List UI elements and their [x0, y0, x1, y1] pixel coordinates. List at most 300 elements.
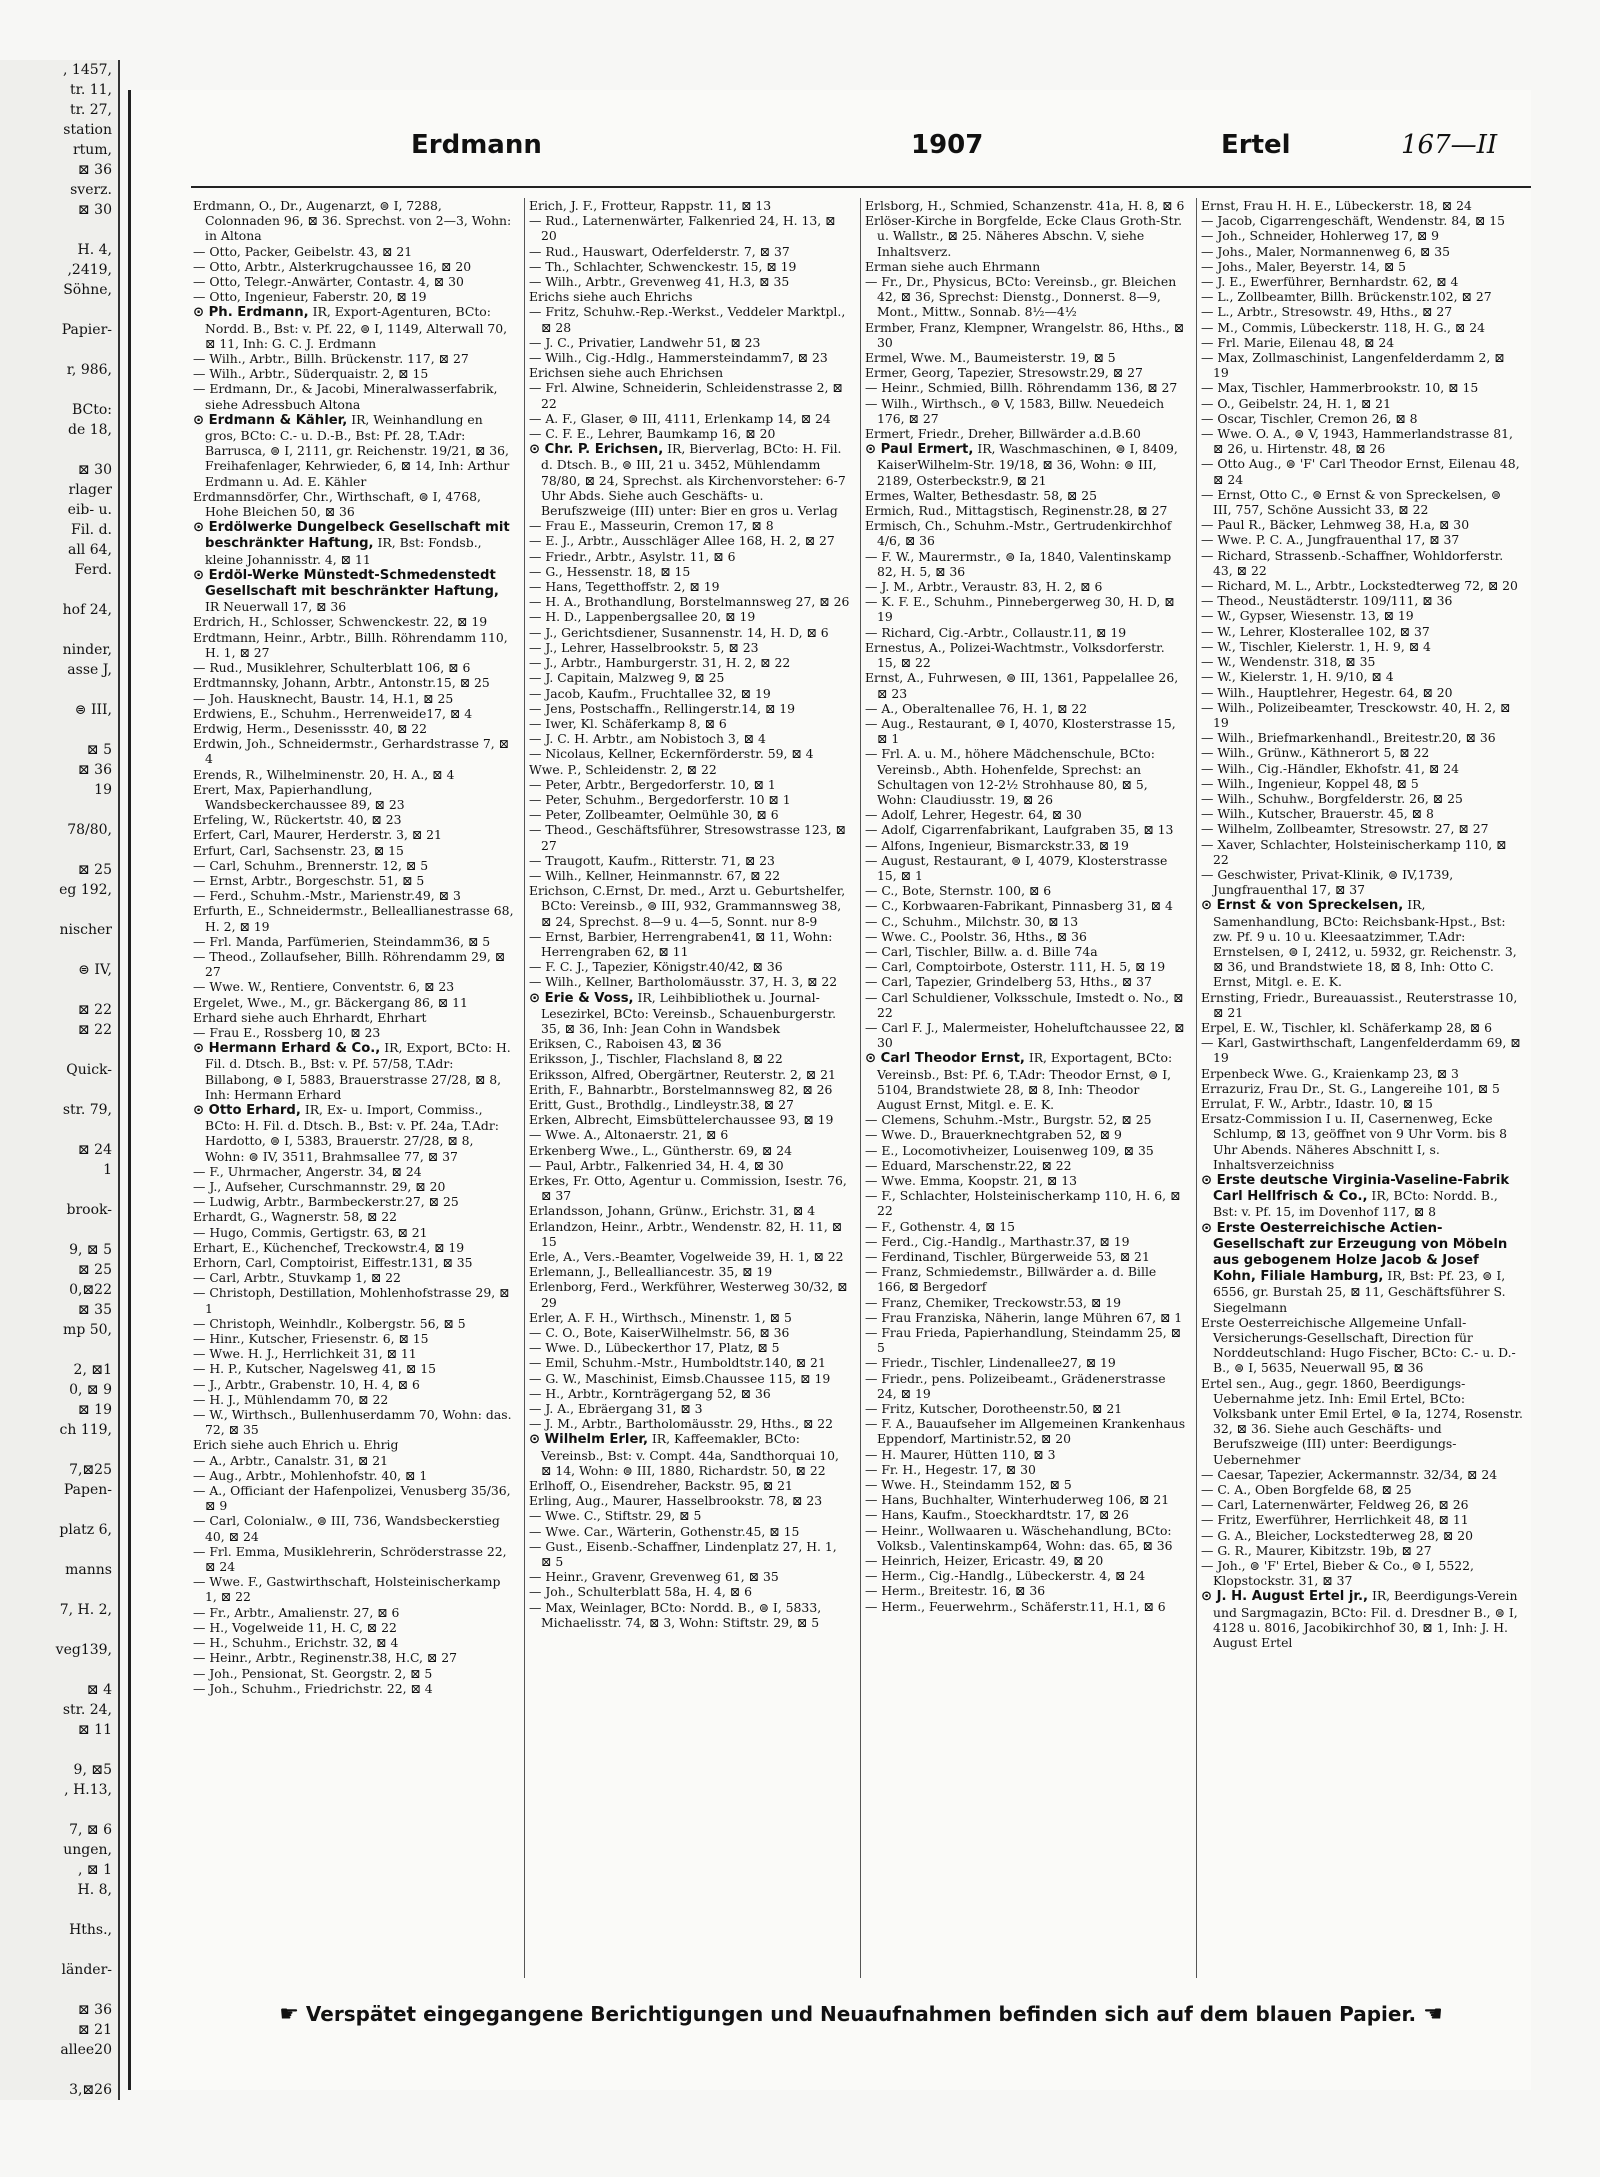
pointing-hand-icon: ☚ [1423, 2002, 1443, 2027]
directory-entry: Erdmann, O., Dr., Augenarzt, ⊜ I, 7288, Colonnaden 96, ⊠ 36. Sprechst. von 2—3, Wohn: in Altona [193, 198, 512, 244]
previous-page-fragment: Söhne, [63, 282, 112, 298]
header-year: 1907 [911, 130, 984, 160]
previous-page-fragment: tr. 27, [70, 102, 112, 118]
directory-entry: — Heinr., Arbtr., Reginenstr.38, H.C, ⊠ 27 [193, 1650, 458, 1666]
directory-entry: — Fritz, Ewerführer, Herrlichkeit 48, ⊠ 11 [1201, 1512, 1469, 1528]
directory-entry: Ermert, Friedr., Dreher, Billwärder a.d.B.60 [865, 426, 1141, 442]
previous-page-fragment: ⊠ 21 [78, 2022, 112, 2038]
directory-entry: Ermich, Rud., Mittagstisch, Reginenstr.28, ⊠ 27 [865, 503, 1168, 519]
directory-entry: — J., Gerichtsdiener, Susannenstr. 14, H. D, ⊠ 6 [529, 624, 829, 640]
directory-entry: Erken, Albrecht, Eimsbüttelerchaussee 93, ⊠ 19 [529, 1112, 834, 1128]
previous-page-fragment: tr. 11, [70, 82, 112, 98]
previous-page-fragment [0, 1440, 118, 1460]
directory-entry: Ernst, Frau H. H. E., Lübeckerstr. 18, ⊠ 24 [1201, 198, 1472, 213]
directory-entry: — Th., Schlachter, Schwenckestr. 15, ⊠ 19 [529, 258, 797, 274]
previous-page-fragment: Quick- [66, 1062, 112, 1078]
directory-entry: — E. J., Arbtr., Ausschläger Allee 168, H. 2, ⊠ 27 [529, 533, 835, 549]
directory-entry: — Wwe. Emma, Koopstr. 21, ⊠ 13 [865, 1173, 1077, 1188]
directory-entry: — Richard, Strassenb.-Schaffner, Wohldorferstr. 43, ⊠ 22 [1201, 547, 1504, 578]
firm-name: ⊙ Erste Oesterreichische Actien-Gesellschaft zur Erzeugung von Möbeln aus gebogenem Holze Jacob & Josef Kohn, Filiale Hamburg, [1201, 1220, 1508, 1285]
directory-entry: — Wwe. F., Gastwirthschaft, Holsteinischerkamp 1, ⊠ 22 [193, 1574, 501, 1605]
previous-page-fragment: ⊠ 35 [78, 1302, 112, 1318]
previous-page-fragment: brook- [66, 1202, 112, 1218]
directory-entry: Erlsborg, H., Schmied, Schanzenstr. 41a, H. 8, ⊠ 6 [865, 198, 1185, 213]
previous-page-fragment: 19 [94, 782, 112, 798]
directory-entry: — Wilhelm, Zollbeamter, Stresowstr. 27, ⊠ 27 [1201, 821, 1489, 837]
directory-entry: — Otto, Arbtr., Alsterkrugchaussee 16, ⊠ 20 [193, 258, 472, 274]
directory-entry: Erert, Max, Papierhandlung, Wandsbeckerchaussee 89, ⊠ 23 [193, 781, 405, 812]
directory-entry: — Joh., Schuhm., Friedrichstr. 22, ⊠ 4 [193, 1680, 433, 1696]
directory-entry: Erdwiens, E., Schuhm., Herrenweide17, ⊠ 4 [193, 705, 473, 721]
directory-entry: Ermer, Georg, Tapezier, Stresowstr.29, ⊠ 27 [865, 365, 1143, 381]
directory-entry: — Wilh., Cig.-Hdlg., Hammersteindamm7, ⊠ 23 [529, 350, 828, 366]
directory-entry: Erdmannsdörfer, Chr., Wirthschaft, ⊜ I, 4768, Hohe Bleichen 50, ⊠ 36 [193, 488, 481, 520]
directory-entry: — W., Tischler, Kielerstr. 1, H. 9, ⊠ 4 [1201, 638, 1431, 654]
directory-entry: — Wilh., Kellner, Bartholomäusstr. 37, H. 3, ⊠ 22 [529, 974, 838, 990]
directory-entry: Erpenbeck Wwe. G., Kraienkamp 23, ⊠ 3 [1201, 1065, 1459, 1081]
previous-page-fragment: 1 [103, 1162, 112, 1178]
directory-entry: — M., Commis, Lübeckerstr. 118, H. G., ⊠ 24 [1201, 319, 1485, 335]
directory-entry: — Jacob, Cigarrengeschäft, Wendenstr. 84, ⊠ 15 [1201, 213, 1505, 229]
directory-entry: — J. M., Arbtr., Bartholomäusstr. 29, Hths., ⊠ 22 [529, 1416, 834, 1432]
header-right-keyword: Ertel [1221, 130, 1291, 160]
previous-page-fragment: all 64, [67, 542, 112, 558]
directory-entry: — Nicolaus, Kellner, Eckernförderstr. 59, ⊠ 4 [529, 746, 814, 762]
directory-entry: — Clemens, Schuhm.-Mstr., Burgstr. 52, ⊠ 25 [865, 1112, 1152, 1128]
previous-page-fragment [0, 720, 118, 740]
directory-entry: Wwe. P., Schleidenstr. 2, ⊠ 22 [529, 761, 717, 777]
previous-page-fragment [0, 440, 118, 460]
directory-entry: — J., Arbtr., Grabenstr. 10, H. 4, ⊠ 6 [193, 1376, 420, 1392]
firm-name: ⊙ Paul Ermert, [865, 442, 974, 458]
directory-entry: — Theod., Zollaufseher, Billh. Röhrendamm 29, ⊠ 27 [193, 948, 506, 980]
directory-entry: Erdrich, H., Schlosser, Schwenckestr. 22, ⊠ 19 [193, 614, 488, 630]
directory-entry: Erling, Aug., Maurer, Hasselbrookstr. 78, ⊠ 23 [529, 1493, 823, 1509]
directory-entry: — G. A., Bleicher, Lockstedterweg 28, ⊠ 20 [1201, 1527, 1473, 1543]
previous-page-fragment: H. 8, [77, 1882, 112, 1898]
previous-page-fragment: nischer [59, 922, 112, 938]
directory-entry: — W., Lehrer, Klosterallee 102, ⊠ 37 [1201, 623, 1430, 639]
directory-entry: — Wilh., Arbtr., Süderquaistr. 2, ⊠ 15 [193, 366, 429, 382]
directory-entry: — Otto, Telegr.-Anwärter, Contastr. 4, ⊠ 30 [193, 274, 464, 290]
directory-entry: — Richard, Cig.-Arbtr., Collaustr.11, ⊠ 19 [865, 624, 1127, 640]
directory-entry: — Frau E., Rossberg 10, ⊠ 23 [193, 1024, 381, 1040]
directory-entry: — G. R., Maurer, Kibitzstr. 19b, ⊠ 27 [1201, 1542, 1432, 1558]
directory-entry: Erkes, Fr. Otto, Agentur u. Commission, Isestr. 76, ⊠ 37 [529, 1173, 847, 1204]
directory-entry: — Herm., Breitestr. 16, ⊠ 36 [865, 1583, 1046, 1599]
directory-entry: — Franz, Schmiedemstr., Billwärder a. d. Bille 166, ⊠ Bergedorf [865, 1264, 1157, 1295]
directory-entry: — Caesar, Tapezier, Ackermannstr. 32/34, ⊠ 24 [1201, 1466, 1498, 1482]
directory-entry: — A. F., Glaser, ⊜ III, 4111, Erlenkamp 14, ⊠ 24 [529, 410, 831, 426]
directory-entry: Erlhoff, O., Eisendreher, Backstr. 95, ⊠ 21 [529, 1478, 793, 1494]
directory-entry: Erlandzon, Heinr., Arbtr., Wendenstr. 82, H. 11, ⊠ 15 [529, 1218, 843, 1249]
directory-entry: — Carl Schuldiener, Volksschule, Imstedt o. No., ⊠ 22 [865, 989, 1184, 1020]
directory-entry: — Wwe. H. J., Herrlichkeit 31, ⊠ 11 [193, 1346, 417, 1362]
directory-entry: ⊙ Wilhelm Erler, IR, Kaffeemakler, BCto: Vereinsb., Bst: v. Compt. 44a, Sandthorquai 10, ⊠ 14, Wohn: ⊜ III, 1880, Richardstr. 50, ⊠ 22 [529, 1431, 839, 1478]
previous-page-fragment: 7, ⊠ 6 [69, 1822, 112, 1838]
directory-entry: Erich, J. F., Frotteur, Rappstr. 11, ⊠ 13 [529, 198, 772, 213]
directory-entry: — Heinr., Wollwaaren u. Wäschehandlung, BCto: Volksb., Valentinskamp64, Wohn: das. 65, ⊠ 36 [865, 1522, 1173, 1553]
previous-page-fragment [0, 900, 118, 920]
directory-entry: — Fritz, Kutscher, Dorotheenstr.50, ⊠ 21 [865, 1401, 1123, 1417]
directory-entry: — Wilh., Cig.-Händler, Ekhofstr. 41, ⊠ 24 [1201, 760, 1459, 776]
directory-entry: — Wwe. D., Lübeckerthor 17, Platz, ⊠ 5 [529, 1340, 780, 1356]
previous-page-fragment: ⊠ 30 [78, 462, 112, 478]
previous-page-fragment [0, 1220, 118, 1240]
directory-entry: — Adolf, Cigarrenfabrikant, Laufgraben 35, ⊠ 13 [865, 822, 1174, 838]
directory-entry: — Wilh., Briefmarkenhandl., Breitestr.20, ⊠ 36 [1201, 730, 1496, 746]
previous-page-fragment: ⊠ 4 [86, 1682, 112, 1698]
column-divider [860, 198, 861, 1978]
previous-page-fragment: de 18, [68, 422, 112, 438]
directory-entry: — Oscar, Tischler, Cremon 26, ⊠ 8 [1201, 410, 1418, 426]
firm-name: ⊙ Erste deutsche Virginia-Vaseline-Fabrik Carl Hellfrisch & Co., [1201, 1173, 1510, 1205]
directory-entry: — J. A., Ebräergang 31, ⊠ 3 [529, 1401, 703, 1417]
firm-name: ⊙ Chr. P. Erichsen, [529, 442, 664, 458]
previous-page-fragment [0, 980, 118, 1000]
directory-entry: Erdwig, Herm., Desenissstr. 40, ⊠ 22 [193, 720, 428, 736]
directory-entry: — F. C. J., Tapezier, Königstr.40/42, ⊠ 36 [529, 959, 783, 975]
directory-entry: — Emil, Schuhm.-Mstr., Humboldtstr.140, ⊠ 21 [529, 1355, 826, 1371]
directory-entry: Ertel sen., Aug., gegr. 1860, Beerdigungs-Uebernahme jetz. Inh: Emil Ertel, BCto: Volksbank unter Emil Ertel, ⊜ Ia, 1274, Rosenstr. 32, ⊠ 36. Siehe auch Geschäfts- und Berufszweige (III) unter: Beerdigungs-Uebernehmer [1201, 1375, 1523, 1467]
directory-entry: — Joh., Pensionat, St. Georgstr. 2, ⊠ 5 [193, 1665, 433, 1681]
directory-entry: Erichsen siehe auch Ehrichsen [529, 365, 724, 381]
directory-entry: — Wwe. H., Steindamm 152, ⊠ 5 [865, 1477, 1072, 1493]
directory-entry: — Herm., Feuerwehrm., Schäferstr.11, H.1, ⊠ 6 [865, 1598, 1166, 1614]
header-left-keyword: Erdmann [411, 130, 542, 160]
directory-entry: — Otto Aug., ⊜ 'F' Carl Theodor Ernst, Eilenau 48, ⊠ 24 [1201, 456, 1520, 487]
previous-page-fragment: str. 79, [62, 1102, 112, 1118]
directory-entry: — L., Arbtr., Stresowstr. 49, Hths., ⊠ 27 [1201, 304, 1453, 320]
previous-page-fragment: 0, ⊠ 9 [69, 1382, 112, 1398]
previous-page-fragment [0, 380, 118, 400]
directory-entry: — Wwe. O. A., ⊜ V, 1943, Hammerlandstrasse 81, ⊠ 26, u. Hirtenstr. 48, ⊠ 26 [1201, 426, 1513, 457]
firm-name: ⊙ Erdöl-Werke Münstedt-Schmedenstedt Gesellschaft mit beschränkter Haftung, [193, 567, 499, 600]
directory-entry: Errulat, F. W., Arbtr., Idastr. 10, ⊠ 15 [1201, 1095, 1433, 1111]
directory-entry: Erdtmann, Heinr., Arbtr., Billh. Röhrendamm 110, H. 1, ⊠ 27 [193, 629, 508, 660]
directory-entry: — Hugo, Commis, Gertigstr. 63, ⊠ 21 [193, 1224, 428, 1240]
previous-page-fragment: r, 986, [66, 362, 112, 378]
previous-page-fragment: hof 24, [62, 602, 112, 618]
previous-page-fragment [0, 680, 118, 700]
previous-page-fragment: ⊠ 24 [78, 1142, 112, 1158]
directory-entry: — Wilh., Kellner, Heinmannstr. 67, ⊠ 22 [529, 867, 781, 883]
previous-page-fragment: ⊠ 25 [78, 1262, 112, 1278]
directory-entry: — Ferd., Cig.-Handlg., Marthastr.37, ⊠ 19 [865, 1233, 1130, 1249]
directory-entry: ⊙ Paul Ermert, IR, Waschmaschinen, ⊜ I, 8409, KaiserWilhelm-Str. 19/18, ⊠ 36, Wohn: ⊜ III, 2189, Osterbeckstr.9, ⊠ 21 [865, 441, 1178, 488]
directory-entry: — Carl, Schuhm., Brennerstr. 12, ⊠ 5 [193, 857, 429, 873]
previous-page-fragment: veg139, [55, 1642, 112, 1658]
previous-page-fragment: , H.13, [64, 1782, 112, 1798]
directory-entry: Erhorn, Carl, Comptoirist, Eiffestr.131, ⊠ 35 [193, 1255, 473, 1271]
previous-page-fragment [0, 1040, 118, 1060]
directory-entry: — Theod., Geschäftsführer, Stresowstrasse 123, ⊠ 27 [529, 822, 846, 853]
previous-page-fragment [0, 1800, 118, 1820]
previous-page-fragment: Fil. d. [71, 522, 112, 538]
directory-entry: — Jens, Postschaffn., Rellingerstr.14, ⊠ 19 [529, 700, 796, 716]
directory-entry: — Herm., Cig.-Handlg., Lübeckerstr. 4, ⊠ 24 [865, 1568, 1146, 1584]
directory-entry: — H. D., Lappenbergsallee 20, ⊠ 19 [529, 609, 756, 625]
directory-entry: ⊙ Erste Oesterreichische Actien-Gesellschaft zur Erzeugung von Möbeln aus gebogenem Holze Jacob & Josef Kohn, Filiale Hamburg, IR, Bst: Pf. 23, ⊜ I, 6556, gr. Burstah 25, ⊠ 11, Geschäftsführer S. Siegelmann [1201, 1220, 1508, 1315]
directory-entry: — Peter, Arbtr., Bergedorferstr. 10, ⊠ 1 [529, 776, 776, 792]
previous-page-fragment: Papen- [63, 1482, 112, 1498]
previous-page-fragment: ⊠ 19 [78, 1402, 112, 1418]
directory-entry: — Carl, Tischler, Billw. a. d. Bille 74a [865, 943, 1098, 959]
firm-name: ⊙ J. H. August Ertel jr., [1201, 1589, 1368, 1605]
firm-name: ⊙ Carl Theodor Ernst, [865, 1051, 1025, 1067]
directory-entry: — Frau Franziska, Näherin, lange Mühren 67, ⊠ 1 [865, 1309, 1183, 1325]
directory-entry: Erlandsson, Johann, Grünw., Erichstr. 31, ⊠ 4 [529, 1203, 816, 1219]
directory-entry: — F., Gothenstr. 4, ⊠ 15 [865, 1218, 1016, 1234]
directory-entry: ⊙ Erdölwerke Dungelbeck Gesellschaft mit beschränkter Haftung, IR, Bst: Fondsb., kleine Johannisstr. 4, ⊠ 11 [193, 520, 510, 567]
previous-page-fragment [0, 940, 118, 960]
previous-page-fragment: platz 6, [59, 1522, 112, 1538]
directory-entry: — J., Lehrer, Hasselbrookstr. 5, ⊠ 23 [529, 639, 759, 655]
previous-page-fragment: ⊠ 36 [78, 762, 112, 778]
directory-entry: — L., Zollbeamter, Billh. Brückenstr.102, ⊠ 27 [1201, 289, 1492, 305]
directory-entry: — W., Wendenstr. 318, ⊠ 35 [1201, 654, 1376, 670]
directory-entry: Eriksson, Alfred, Obergärtner, Reuterstr. 2, ⊠ 21 [529, 1066, 836, 1082]
directory-entry: — Max, Zollmaschinist, Langenfelderdamm 2, ⊠ 19 [1201, 350, 1505, 381]
directory-entry: Ersatz-Commission I u. II, Casernenweg, Ecke Schlump, ⊠ 13, geöffnet von 9 Uhr Vorm. bis 8 Uhr Abends. Näheres Abschnitt I, s. Inhaltsverzeichniss [1201, 1111, 1508, 1172]
directory-entry: — Frau Frieda, Papierhandlung, Steindamm 25, ⊠ 5 [865, 1325, 1182, 1356]
directory-page [128, 90, 1531, 2090]
directory-entry: Eriksen, C., Raboisen 43, ⊠ 36 [529, 1036, 722, 1052]
directory-entry: — Fritz, Schuhw.-Rep.-Werkst., Veddeler Marktpl., ⊠ 28 [529, 304, 846, 335]
directory-entry: — Paul, Arbtr., Falkenried 34, H. 4, ⊠ 30 [529, 1157, 784, 1173]
directory-entry: — Friedr., Arbtr., Asylstr. 11, ⊠ 6 [529, 548, 736, 564]
previous-page-fragment [0, 1620, 118, 1640]
directory-entry: — Xaver, Schlachter, Holsteinischerkamp 110, ⊠ 22 [1201, 836, 1507, 867]
directory-entry: Ermisch, Ch., Schuhm.-Mstr., Gertrudenkirchhof 4/6, ⊠ 36 [865, 518, 1172, 549]
column-divider [1196, 198, 1197, 1978]
directory-entry: — H., Arbtr., Kornträgergang 52, ⊠ 36 [529, 1385, 771, 1401]
directory-entry: — Carl, Arbtr., Stuvkamp 1, ⊠ 22 [193, 1270, 401, 1286]
previous-page-fragment: 2, ⊠1 [73, 1362, 112, 1378]
directory-entry: — Franz, Chemiker, Treckowstr.53, ⊠ 19 [865, 1294, 1122, 1310]
directory-entry: — W., Wirthsch., Bullenhuserdamm 70, Wohn: das. 72, ⊠ 35 [193, 1407, 512, 1438]
directory-entry: — W., Gypser, Wiesenstr. 13, ⊠ 19 [1201, 608, 1414, 624]
directory-entry: — Wwe. P. C. A., Jungfrauenthal 17, ⊠ 37 [1201, 532, 1460, 548]
previous-page-fragment [0, 1120, 118, 1140]
directory-entry: — Max, Weinlager, BCto: Nordd. B., ⊜ I, 5833, Michaelisstr. 74, ⊠ 3, Wohn: Stiftstr. 29, ⊠ 5 [529, 1599, 822, 1630]
directory-entry: — Frau E., Masseurin, Cremon 17, ⊠ 8 [529, 518, 774, 534]
previous-page-fragment: BCto: [71, 402, 112, 418]
directory-entry: — F. W., Maurermstr., ⊜ Ia, 1840, Valentinskamp 82, H. 5, ⊠ 36 [865, 548, 1172, 579]
directory-entry: — Max, Tischler, Hammerbrookstr. 10, ⊠ 15 [1201, 380, 1479, 396]
directory-entry: — H. J., Mühlendamm 70, ⊠ 22 [193, 1391, 389, 1407]
directory-entry: — Rud., Laternenwärter, Falkenried 24, H. 13, ⊠ 20 [529, 213, 836, 244]
directory-entry: — Fr., Arbtr., Amalienstr. 27, ⊠ 6 [193, 1604, 400, 1620]
previous-page-fragment: 78/80, [67, 822, 112, 838]
directory-entry: Erlemann, J., Bellealliancestr. 35, ⊠ 19 [529, 1264, 773, 1280]
directory-entry: ⊙ Otto Erhard, IR, Ex- u. Import, Commiss., BCto: H. Fil. d. Dtsch. B., Bst: v. Pf. 24a, T.Adr: Hardotto, ⊜ I, 5383, Brauerstr. 27/28, ⊠ 8, Wohn: ⊜ IV, 3511, Brahmsallee 77, ⊠ 37 [193, 1101, 499, 1164]
column-1 [193, 198, 515, 1978]
directory-entry: — A., Oberaltenallee 76, H. 1, ⊠ 22 [865, 700, 1088, 716]
directory-entry: — H. Maurer, Hütten 110, ⊠ 3 [865, 1446, 1056, 1462]
directory-entry: Erichs siehe auch Ehrichs [529, 289, 693, 305]
page-number: 167—II [1401, 130, 1498, 160]
directory-entry: — Ludwig, Arbtr., Barmbeckerstr.27, ⊠ 25 [193, 1194, 459, 1210]
directory-entry: — Johs., Maler, Normannenweg 6, ⊠ 35 [1201, 243, 1451, 259]
directory-entry: — Heinr., Gravenr, Grevenweg 61, ⊠ 35 [529, 1569, 779, 1585]
directory-entry: — C., Korbwaaren-Fabrikant, Pinnasberg 31, ⊠ 4 [865, 898, 1173, 914]
previous-page-fragment: eg 192, [59, 882, 112, 898]
directory-entry: Erhardt, G., Wagnerstr. 58, ⊠ 22 [193, 1209, 398, 1225]
previous-page-fragment: sverz. [70, 182, 112, 198]
header-rule [191, 186, 1531, 188]
directory-entry: — Erdmann, Dr., & Jacobi, Mineralwasserfabrik, siehe Adressbuch Altona [193, 381, 498, 412]
directory-entry: — F., Schlachter, Holsteinischerkamp 110, H. 6, ⊠ 22 [865, 1188, 1181, 1219]
directory-entry: — Carl F. J., Malermeister, Hoheluftchaussee 22, ⊠ 30 [865, 1019, 1185, 1051]
directory-entry: ⊙ Erste deutsche Virginia-Vaseline-Fabrik Carl Hellfrisch & Co., IR, BCto: Nordd. B., Bst: v. Pf. 15, im Dovenhof 117, ⊠ 8 [1201, 1173, 1510, 1220]
directory-entry: Erends, R., Wilhelminenstr. 20, H. A., ⊠ 4 [193, 766, 455, 782]
previous-page-fragment [0, 1340, 118, 1360]
previous-page-fragment [0, 1180, 118, 1200]
previous-page-fragment: 9, ⊠ 5 [69, 1242, 112, 1258]
directory-entry: — Wilh., Schuhw., Borgfelderstr. 26, ⊠ 25 [1201, 790, 1463, 806]
directory-entry: — Wwe. W., Rentiere, Conventstr. 6, ⊠ 23 [193, 979, 455, 995]
previous-page-fragment: länder- [61, 1962, 112, 1978]
directory-entry: ⊙ Erdöl-Werke Münstedt-Schmedenstedt Gesellschaft mit beschränkter Haftung, IR Neuerwall 17, ⊠ 36 [193, 567, 499, 615]
directory-entry: — J. E., Ewerführer, Bernhardstr. 62, ⊠ 4 [1201, 274, 1459, 290]
directory-entry: — A., Officiant der Hafenpolizei, Venusberg 35/36, ⊠ 9 [193, 1483, 511, 1514]
directory-entry: — E., Locomotivheizer, Louisenweg 109, ⊠ 35 [865, 1142, 1154, 1158]
directory-entry: — Geschwister, Privat-Klinik, ⊜ IV,1739, Jungfrauenthal 17, ⊠ 37 [1201, 866, 1454, 898]
footer-notice [191, 2002, 1531, 2027]
column-divider [524, 198, 525, 1978]
directory-entry: — H., Vogelweide 11, H. C, ⊠ 22 [193, 1619, 397, 1635]
previous-page-edge [0, 60, 120, 2100]
directory-entry: Ermber, Franz, Klempner, Wrangelstr. 86, Hths., ⊠ 30 [865, 319, 1185, 350]
directory-entry: — C., Bote, Sternstr. 100, ⊠ 6 [865, 883, 1052, 899]
directory-entry: — Carl, Comptoirbote, Osterstr. 111, H. 5, ⊠ 19 [865, 959, 1166, 975]
firm-name: ⊙ Ph. Erdmann, [193, 305, 309, 321]
previous-page-fragment [0, 1740, 118, 1760]
directory-entry: — Ferd., Schuhm.-Mstr., Marienstr.49, ⊠ 3 [193, 888, 461, 904]
directory-entry: — Johs., Maler, Beyerstr. 14, ⊠ 5 [1201, 258, 1407, 274]
directory-entry: — Heinr., Schmied, Billh. Röhrendamm 136, ⊠ 27 [865, 380, 1178, 396]
directory-entry: Eritt, Gust., Brothdlg., Lindleystr.38, ⊠ 27 [529, 1096, 794, 1112]
previous-page-fragment [0, 1540, 118, 1560]
directory-entry: — Heinrich, Heizer, Ericastr. 49, ⊠ 20 [865, 1553, 1104, 1569]
directory-entry: Ernst, A., Fuhrwesen, ⊜ III, 1361, Pappelallee 26, ⊠ 23 [865, 670, 1179, 701]
directory-entry: ⊙ Carl Theodor Ernst, IR, Exportagent, BCto: Vereinsb., Bst: Pf. 6, T.Adr: Theodor Ernst, ⊜ I, 5104, Brandstwiete 28, ⊠ 8, Inh: Theodor August Ernst, Mitgl. e. E. K. [865, 1050, 1173, 1112]
directory-entry: — Joh., Schulterblatt 58a, H. 4, ⊠ 6 [529, 1584, 752, 1600]
directory-entry: — Ferdinand, Tischler, Bürgerweide 53, ⊠ 21 [865, 1249, 1150, 1265]
directory-entry: Erfurt, Carl, Sachsenstr. 23, ⊠ 15 [193, 842, 404, 858]
page-header [191, 130, 1531, 180]
previous-page-fragment [0, 340, 118, 360]
directory-entry: — Wilh., Arbtr., Billh. Brückenstr. 117, ⊠ 27 [193, 351, 469, 367]
directory-entry: — Joh., Schneider, Hohlerweg 17, ⊠ 9 [1201, 228, 1440, 244]
firm-name: ⊙ Otto Erhard, [193, 1102, 301, 1118]
previous-page-fragment: ⊠ 30 [78, 202, 112, 218]
directory-entry: Erdwin, Joh., Schneidermstr., Gerhardstrasse 7, ⊠ 4 [193, 736, 510, 767]
previous-page-fragment: ⊠ 25 [78, 862, 112, 878]
directory-entry: — Eduard, Marschenstr.22, ⊠ 22 [865, 1157, 1072, 1173]
directory-entry: — Richard, M. L., Arbtr., Lockstedterweg 72, ⊠ 20 [1201, 578, 1518, 594]
directory-entry: — Joh. Hausknecht, Baustr. 14, H.1, ⊠ 25 [193, 690, 454, 706]
directory-entry: — Wilh., Hauptlehrer, Hegestr. 64, ⊠ 20 [1201, 684, 1453, 700]
directory-entry: — J., Arbtr., Hamburgerstr. 31, H. 2, ⊠ 22 [529, 655, 791, 671]
directory-entry: — Gust., Eisenb.-Schaffner, Lindenplatz 27, H. 1, ⊠ 5 [529, 1538, 837, 1570]
directory-entry: Erler, A. F. H., Wirthsch., Minenstr. 1, ⊠ 5 [529, 1309, 792, 1325]
directory-entry: — Ernst, Barbier, Herrengraben41, ⊠ 11, Wohn: Herrengraben 62, ⊠ 11 [529, 928, 833, 959]
directory-entry: — H. P., Kutscher, Nagelsweg 41, ⊠ 15 [193, 1361, 436, 1377]
previous-page-fragment [0, 300, 118, 320]
previous-page-fragment: Hths., [69, 1922, 112, 1938]
previous-page-fragment: rtum, [72, 142, 112, 158]
previous-page-fragment: ⊠ 36 [78, 162, 112, 178]
directory-entry: — H., Schuhm., Erichstr. 32, ⊠ 4 [193, 1635, 399, 1651]
directory-entry: — J. Capitain, Malzweg 9, ⊠ 25 [529, 670, 725, 686]
directory-entry: Ernestus, A., Polizei-Wachtmstr., Volksdorferstr. 15, ⊠ 22 [865, 639, 1165, 671]
previous-page-fragment: ⊜ IV, [78, 962, 112, 978]
directory-entry: Erlöser-Kirche in Borgfelde, Ecke Claus Groth-Str. u. Wallstr., ⊠ 25. Näheres Abschn. V, siehe Inhaltsverz. [865, 213, 1183, 259]
directory-entry: — J. C. H. Arbtr., am Nobistoch 3, ⊠ 4 [529, 731, 766, 747]
directory-entry: — O., Geibelstr. 24, H. 1, ⊠ 21 [1201, 395, 1391, 411]
previous-page-fragment: ch 119, [59, 1422, 112, 1438]
previous-page-fragment: 7, H. 2, [59, 1602, 112, 1618]
directory-entry: Erfert, Carl, Maurer, Herderstr. 3, ⊠ 21 [193, 827, 442, 843]
directory-entry: — C. A., Oben Borgfelde 68, ⊠ 25 [1201, 1482, 1412, 1498]
directory-entry: — Wwe. C., Stiftstr. 29, ⊠ 5 [529, 1508, 702, 1524]
previous-page-fragment: mp 50, [63, 1322, 112, 1338]
directory-entry: — Jacob, Kaufm., Fruchtallee 32, ⊠ 19 [529, 685, 771, 701]
previous-page-fragment: str. 24, [62, 1702, 112, 1718]
directory-entry: — Rud., Musiklehrer, Schulterblatt 106, ⊠ 6 [193, 660, 471, 676]
directory-entry: Erle, A., Vers.-Beamter, Vogelweide 39, H. 1, ⊠ 22 [529, 1249, 844, 1265]
directory-entry: — Hans, Buchhalter, Winterhuderweg 106, ⊠ 21 [865, 1492, 1170, 1508]
directory-entry: ⊙ Hermann Erhard & Co., IR, Export, BCto: H. Fil. d. Dtsch. B., Bst: v. Pf. 57/58, T.Adr: Billabong, ⊜ I, 5883, Brauerstrasse 27/28, ⊠ 8, Inh: Hermann Erhard [193, 1040, 511, 1102]
directory-entry: — Carl, Colonialw., ⊜ III, 736, Wandsbeckerstieg 40, ⊠ 24 [193, 1513, 500, 1544]
previous-page-fragment: ungen, [63, 1842, 112, 1858]
directory-entry: — Friedr., Tischler, Lindenallee27, ⊠ 19 [865, 1355, 1116, 1371]
directory-entry: — Peter, Schuhm., Bergedorferstr. 10 ⊠ 1 [529, 791, 791, 807]
directory-entry: Errazuriz, Frau Dr., St. G., Langereihe 101, ⊠ 5 [1201, 1080, 1500, 1096]
previous-page-fragment: ninder, [62, 642, 112, 658]
directory-entry: — J. C., Privatier, Landwehr 51, ⊠ 23 [529, 334, 761, 350]
directory-entry: — Wilh., Polizeibeamter, Tresckowstr. 40, H. 2, ⊠ 19 [1201, 699, 1511, 730]
directory-entry: — Joh., ⊜ 'F' Ertel, Bieber & Co., ⊜ I, 5522, Klopstockstr. 31, ⊠ 37 [1201, 1558, 1474, 1589]
directory-entry: — J. M., Arbtr., Veraustr. 83, H. 2, ⊠ 6 [865, 579, 1103, 595]
directory-entry: — Alfons, Ingenieur, Bismarckstr.33, ⊠ 19 [865, 837, 1129, 853]
previous-page-fragment: eib- u. [67, 502, 112, 518]
directory-entry: Erkenberg Wwe., L., Güntherstr. 69, ⊠ 24 [529, 1142, 792, 1158]
directory-entry: Erdtmannsky, Johann, Arbtr., Antonstr.15, ⊠ 25 [193, 675, 490, 691]
directory-entry: — A., Arbtr., Canalstr. 31, ⊠ 21 [193, 1452, 388, 1468]
previous-page-fragment: ⊠ 36 [78, 2002, 112, 2018]
directory-entry: — F. A., Bauaufseher im Allgemeinen Krankenhaus Eppendorf, Martinistr.52, ⊠ 20 [865, 1416, 1186, 1447]
firm-name: ⊙ Wilhelm Erler, [529, 1432, 648, 1448]
directory-entry: Ergelet, Wwe., M., gr. Bäckergang 86, ⊠ 11 [193, 994, 468, 1010]
directory-entry: — Wilh., Ingenieur, Koppel 48, ⊠ 5 [1201, 775, 1419, 791]
footer-text: Verspätet eingegangene Berichtigungen und Neuaufnahmen befinden sich auf dem blauen Papier. [305, 2002, 1417, 2026]
directory-entry: — Aug., Restaurant, ⊜ I, 4070, Klosterstrasse 15, ⊠ 1 [865, 715, 1176, 747]
directory-entry: Erlenborg, Ferd., Werkführer, Westerweg 30/32, ⊠ 29 [529, 1279, 848, 1310]
directory-entry: — K. F. E., Schuhm., Pinnebergerweg 30, H. D, ⊠ 19 [865, 594, 1175, 625]
previous-page-fragment [0, 1660, 118, 1680]
previous-page-fragment: Papier- [61, 322, 112, 338]
previous-page-fragment: Ferd. [74, 562, 112, 578]
directory-entry: — Ernst, Arbtr., Borgeschstr. 51, ⊠ 5 [193, 872, 425, 888]
previous-page-fragment [0, 1940, 118, 1960]
directory-entry: — Adolf, Lehrer, Hegestr. 64, ⊠ 30 [865, 807, 1082, 823]
directory-entry: ⊙ Chr. P. Erichsen, IR, Bierverlag, BCto: H. Fil. d. Dtsch. B., ⊜ III, 21 u. 3452, Mühlendamm 78/80, ⊠ 24, Sprechst. als Kirchenvorsteher: 6-7 Uhr Abds. Siehe auch Geschäfts- u. Berufszweige (III) unter: Bier en gros u. Verlag [529, 441, 846, 519]
directory-entry: — F., Uhrmacher, Angerstr. 34, ⊠ 24 [193, 1163, 422, 1179]
directory-entry: — Frl. A. u. M., höhere Mädchenschule, BCto: Vereinsb., Abth. Hohenfelde, Sprechst: an Schultagen von 12-2½ Strohhause 80, ⊠ 5, Wohn: Claudiusstr. 19, ⊠ 26 [865, 746, 1155, 807]
